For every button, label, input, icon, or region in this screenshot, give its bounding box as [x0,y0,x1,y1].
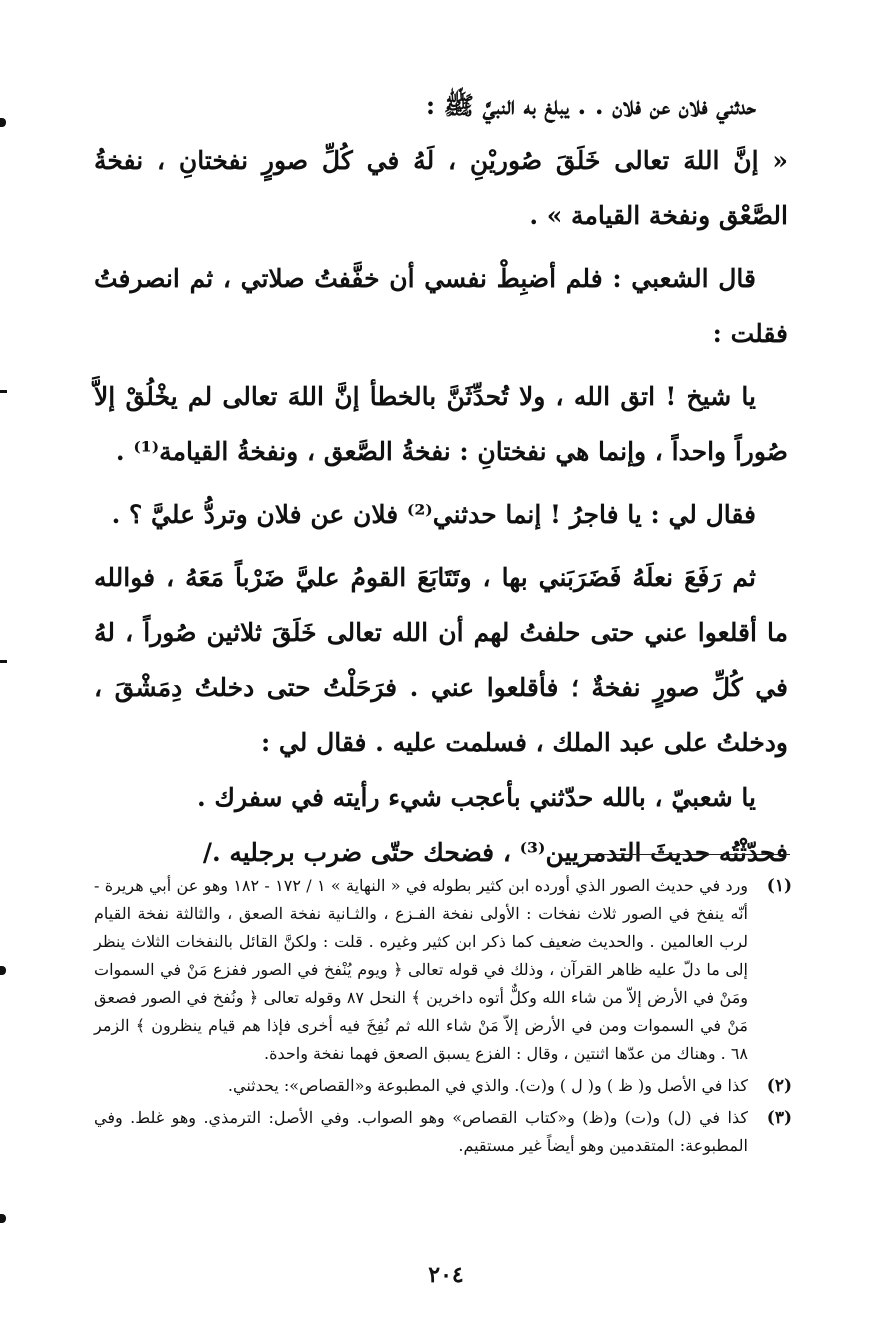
body-paragraph: يا شعبيّ ، بالله حدّثني بأعجب شيء رأيته في سفرك . [197,783,756,812]
footnote-number: (٢) [766,1076,792,1096]
footnote-text: ورد في حديث الصور الذي أورده ابن كثير بطوله في « النهاية » ١ / ١٧٢ - ١٨٢ وهو عن أبي هريرة - أنّه ينفخ في الصور ثلاث نفخات : الأولى نفخة الفـزع ، والثـانية نفخة الصعق ، والثالثة نفخة القيام لرب العالمين . والحديث ضعيف كما ذكر ابن كثير وغيره . قلت : ولكنَّ القائل بالنفخات الثلاث ينظر إلى ما دلّ عليه ظاهر القرآن ، وذلك في قوله تعالى ﴿ ويوم يُنْفخ في الصور ففزع مَنْ في السموات ومَنْ في الأرض إلاّ من شاء الله وكلٌّ أتوه داخرين ﴾ النحل ٨٧ وقوله تعالى ﴿ ونُفخ في الصور فصعق مَنْ في السموات ومن في الأرض إلاّ مَنْ شاء الله ثم نُفِخَ فيه أخرى فإذا هم قيام ينظرون ﴾ الزمر ٦٨ . وهناك من عدّها اثنتين ، وقال : الفزع يسبق الصعق فهما نفخة واحدة. [94,876,749,1063]
footnote-1 [94,872,792,1068]
footnote-text: كذا في (ل) و(ت) و(ظ) و«كتاب القصاص» وهو الصواب. وفي الأصل: الترمذي. وهو غلط. وفي المطبوعة: المتقدمين وهو أيضاً غير مستقيم. [94,1108,748,1155]
body-paragraph: فحدّثْتُه حديثَ التدمريين⁽³⁾ ، فضحك حتّى ضرب برجليه ./ [202,838,788,867]
footnotes [94,872,792,1164]
footnote-number: (١) [766,876,792,896]
body-paragraph: يا شيخ ! اتق الله ، ولا تُحدِّثَنَّ بالخطأ إنَّ اللهَ تعالى لم يخْلُقْ إلاَّ صُوراً واحداً ، وإنما هي نفختانِ : نفخةُ الصَّعق ، ونفخةُ القيامة⁽¹⁾ . [94,382,788,466]
page-edge-mark [0,966,6,975]
main-text [94,78,788,880]
page-edge-mark [0,118,6,127]
page-number: ٢٠٤ [428,1262,464,1288]
body-paragraph: حدثني فلان عن فلان . . يبلغ به النبيَّ ﷺ : [425,91,756,120]
body-paragraph: « إنَّ اللهَ تعالى خَلَقَ صُوريْنِ ، لَهُ في كُلِّ صورٍ نفختانِ ، نفخةُ الصَّعْق ونفخة القيامة » . [94,146,788,230]
page-edge-mark [0,660,7,663]
footnote-text: كذا في الأصل و( ظ ) و( ل ) و(ت). والذي في المطبوعة و«القصاص»: يحدثني. [227,1076,748,1095]
page-edge-mark [0,1214,6,1223]
body-paragraph: ثم رَفَعَ نعلَهُ فَضَرَبَني بها ، وتَتَابَعَ القومُ عليَّ ضَرْباً مَعَهُ ، فوالله ما أقلعوا عني حتى حلفتُ لهم أن الله تعالى خَلَقَ ثلاثين صُوراً ، لهُ في كُلِّ صورٍ نفخةٌ ؛ فأقلعوا عني . فرَحَلْتُ حتى دخلتُ دِمَشْقَ ، ودخلتُ على عبد الملك ، فسلمت عليه . فقال لي : [94,563,788,757]
footnote-divider [584,854,790,855]
footnote-3 [94,1104,792,1160]
body-paragraph: فقال لي : يا فاجرُ ! إنما حدثني⁽²⁾ فلان عن فلان وتردُّ عليَّ ؟ . [111,500,756,529]
page-edge-mark [0,390,7,393]
body-paragraph: قال الشعبي : فلم أضبِطْ نفسي أن خفَّفتُ صلاتي ، ثم انصرفتُ فقلت : [94,264,788,348]
footnote-number: (٣) [766,1108,792,1128]
footnote-2 [94,1072,792,1100]
